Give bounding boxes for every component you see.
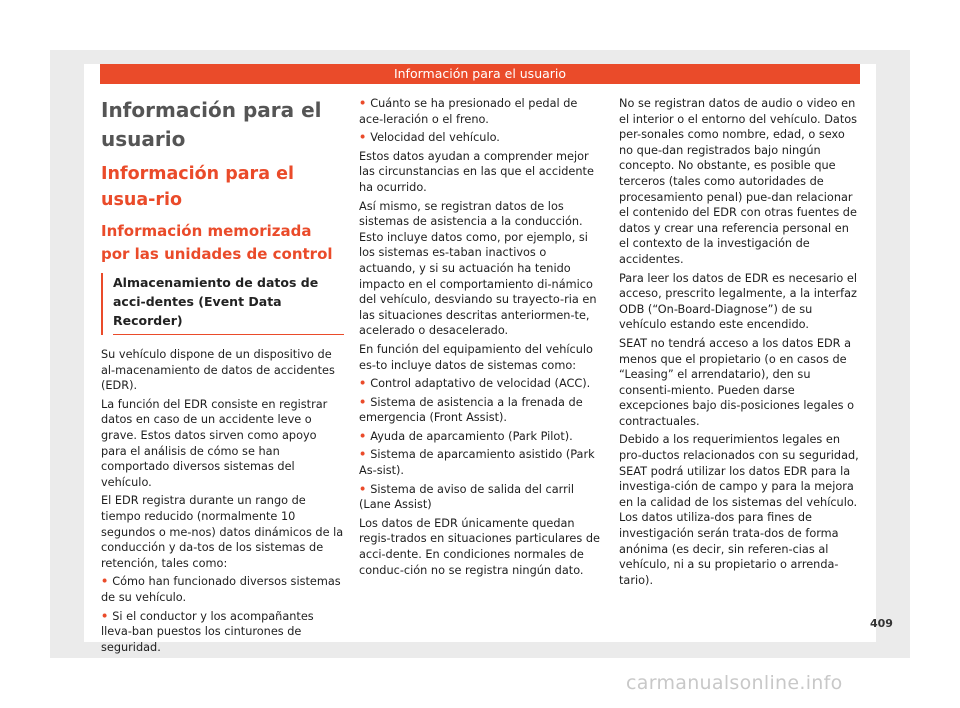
heading-level-4-box [101,273,344,335]
list-item-text: Sistema de asistencia a la frenada de emergencia (Front Assist). [359,395,583,425]
bullet-dot-icon: • [359,429,367,443]
page-number: 409 [870,617,893,630]
paragraph: Estos datos ayudan a comprender mejor las circunstancias en las que el accidente ha ocurrido. [359,149,594,194]
list-item-text: Cuánto se ha presionado el pedal de ace-leración o el freno. [359,97,578,126]
heading-level-2: Información para el usua-rio [101,164,294,210]
paragraph: Los datos de EDR únicamente quedan regis-trados en situaciones particulares de acci-dente. En condiciones normales de conduc-ción no se registra ningún dato. [359,516,600,577]
list-item-text: Control adaptativo de velocidad (ACC). [370,377,591,391]
list-item-text: Cómo han funcionado diversos sistemas de su vehículo. [101,575,341,604]
bullet-dot-icon: • [359,395,367,409]
list-item [359,429,602,445]
bullet-dot-icon: • [359,97,367,110]
column-3 [619,96,861,591]
paragraph: El EDR registra durante un rango de tiempo reducido (normalmente 10 segundos o me-nos) datos dinámicos de la conducción y da-tos de los sistemas de retención, tales como: [101,494,344,570]
bullet-dot-icon: • [359,448,367,462]
paragraph: En función del equipamiento del vehículo es-to incluye datos de sistemas como: [359,342,593,372]
list-item-text: Sistema de aviso de salida del carril (Lane Assist) [359,482,575,512]
heading-level-3: Información memorizada por las unidades de control [101,222,333,263]
list-item-text: Sistema de aparcamiento asistido (Park As-sist). [359,448,595,478]
list-item [101,609,344,656]
paragraph: No se registran datos de audio o video en el interior o el entorno del vehículo. Datos per-sonales como nombre, edad, o sexo no que-dan registrados bajo ningún concepto. No obstante, es posible que terceros (tales como autoridades de procesamiento penal) pue-dan relacionar el contenido del EDR con otras fuentes de datos y crear una referencia personal en el contexto de la investigación de accidentes. [619,97,858,266]
column-1 [101,96,344,658]
list-item-text: Ayuda de aparcamiento (Park Pilot). [370,429,573,443]
list-item [101,574,344,605]
paragraph: Debido a los requerimientos legales en pro-ductos relacionados con su seguridad, SEAT podrá utilizar los datos EDR para la investiga-ción de campo y para la mejora en la calidad de los sistemas del vehículo. Los datos utiliza-dos para fines de investigación serán trata-dos de forma anónima (es decir, sin referen-cias al vehículo, ni a su propietario o arrenda-tario). [619,433,859,587]
list-item [359,130,602,146]
column-2 [359,96,602,581]
bullet-dot-icon: • [359,131,367,145]
bullet-dot-icon: • [359,482,367,496]
paragraph: La función del EDR consiste en registrar datos en caso de un accidente leve o grave. Estos datos sirven como apoyo para el análisis de cómo se han comportado diversos sistemas del vehículo. [101,397,328,489]
paragraph: Así mismo, se registran datos de los sistemas de asistencia a la conducción. Esto incluye datos como, por ejemplo, si los sistemas es-taban inactivos o actuando, y si su actuación ha tenido impacto en el comportamiento di-námico del vehículo, desviando su trayecto-ria en las situaciones descritas anteriormen-te, acelerado o desacelerado. [359,199,597,338]
heading-level-1: Información para el usuario [101,98,322,151]
paragraph: Para leer los datos de EDR es necesario el acceso, prescrito legalmente, a la interfaz ODB (“On-Board-Diagnose”) de su vehículo estando este encendido. [619,271,857,332]
list-item [359,96,602,127]
paragraph: SEAT no tendrá acceso a los datos EDR a menos que el propietario (o en casos de “Leasing” el arrendatario), den su consenti-miento. Pueden darse excepciones bajo dis-posiciones legales o contractuales. [619,336,855,428]
bullet-dot-icon: • [359,377,367,391]
list-item-text: Si el conductor y los acompañantes lleva-ban puestos los cinturones de seguridad. [101,609,314,654]
paragraph: Su vehículo dispone de un dispositivo de al-macenamiento de datos de accidentes (EDR). [101,348,335,393]
heading-level-4: Almacenamiento de datos de acci-dentes (Event Data Recorder) [113,273,344,335]
list-item [359,482,602,513]
list-item [359,447,602,478]
list-item [359,376,602,392]
section-header-bar: Información para el usuario [100,64,860,84]
list-item [359,395,602,426]
list-item-text: Velocidad del vehículo. [370,131,500,145]
watermark: carmanualsonline.info [626,672,843,694]
bullet-dot-icon: • [101,609,109,623]
bullet-dot-icon: • [101,575,109,589]
